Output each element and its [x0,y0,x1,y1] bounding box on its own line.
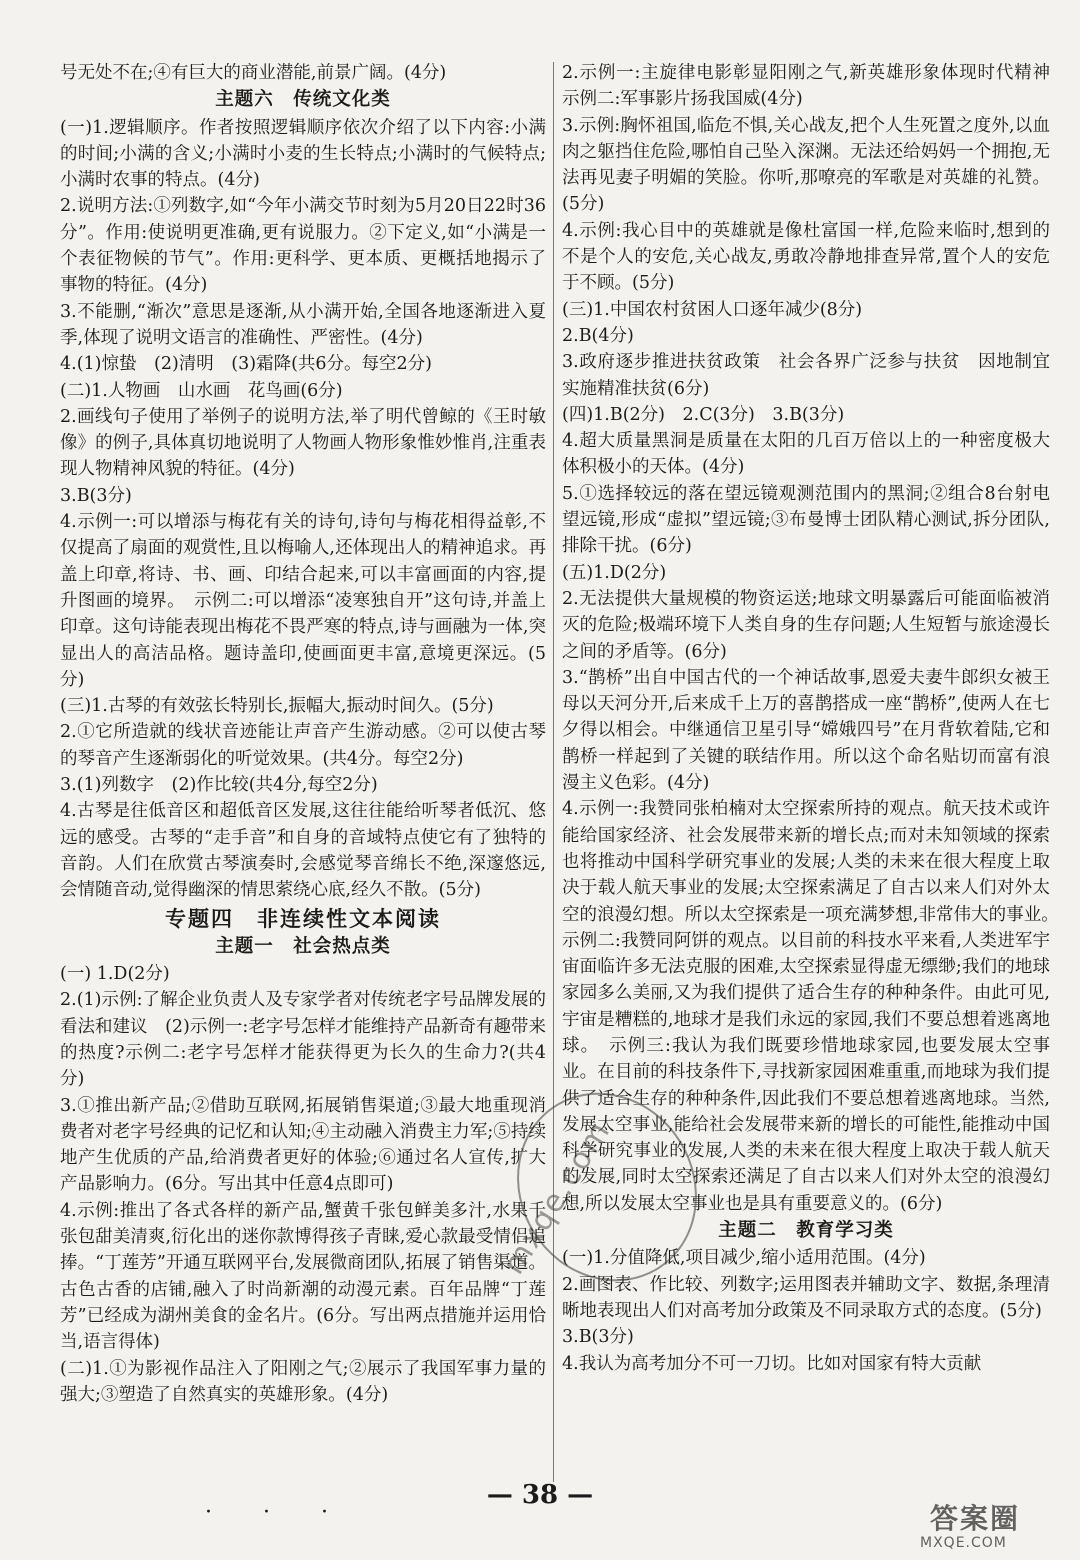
chapter-heading: 专题四 非连续性文本阅读 [165,905,441,931]
answer-paragraph: 4.示例一:可以增添与梅花有关的诗句,诗句与梅花相得益彰,不仅提高了扇面的观赏性,且以梅喻人,还体现出人的精神追求。再盖上印章,将诗、书、画、印结合起来,可以丰富画面的内容,提升图画的境界。 示例二:可以增添“凌寒独自开”这句诗,并盖上印章。这句诗能表现出梅花不畏严寒的特点,诗与画融为一体,突显出人的高洁品格。题诗盖印,使画面更丰富,意境更深远。(5分) [60,512,546,690]
answer-paragraph: 4.古琴是往低音区和超低音区发展,这往往能给听琴者低沉、悠远的感受。古琴的“走手音”和自身的音域特点使它有了独特的音韵。人们在欣赏古琴演奏时,会感觉琴音绵长不绝,深邃悠远,会情随音动,觉得幽深的情思萦绕心底,经久不散。(5分) [60,801,546,901]
answer-paragraph: (四)1.B(2分) 2.C(3分) 3.B(3分) [562,404,845,425]
answer-paragraph: (三)1.古琴的有效弦长特别长,振幅大,振动时间久。(5分) [60,696,494,717]
section-heading: 主题二 教育学习类 [718,1220,894,1242]
answer-paragraph: 2.B(4分) [562,325,634,346]
site-logo [920,1497,1070,1557]
watermark-text: mxqe.com [496,1114,619,1281]
answer-paragraph: (二)1.人物画 山水画 花鸟画(6分) [60,380,343,401]
answer-paragraph: 3.①推出新产品;②借助互联网,拓展销售渠道;③最大地重现消费者对老字号经典的记忆和认知;④主动融入消费主力军;⑤持续地产生优质的产品,给消费者更好的体验;⑥通过名人宣传,扩大产品影响力。(6分。写出其中任意4点即可) [60,1095,546,1195]
answer-paragraph: 4.(1)惊蛰 (2)清明 (3)霜降(共6分。每空2分) [60,354,432,375]
answer-paragraph: 4.示例一:我赞同张柏楠对太空探索所持的观点。航天技术或许能给国家经济、社会发展带来新的增长点;而对未知领域的探索也将推动中国科学研究事业的发展;人类的未来在很大程度上取决于载人航天事业的发展;太空探索满足了自古以来人们对外太空的浪漫幻想。所以太空探索是一项充满梦想,非常伟大的事业。 示例二:我赞同阿饼的观点。以目前的科技水平来看,人类进军宇宙面临许多无法克服的困难,太空探索显得虚无缥缈;我们的地球家园多么美丽,又为我们提供了适合生存的种种条件。由此可见,宇宙是糟糕的,地球才是我们永远的家园,我们不要总想着逃离地球。 示例三:我认为我们既要珍惜地球家园,也要发展太空事业。在目前的科技条件下,寻找新家园困难重重,而地球为我们提供了适合生存的种种条件,因此我们不要总想着逃离地球。当然,发展太空事业,能给社会发展带来新的增长的可能性,能推动中国科学研究事业的发展,人类的未来在很大程度上取决于载人航天的发展,同时太空探索还满足了自古以来人们对外太空的浪漫幻想,所以发展太空事业也是具有重要意义的。(6分) [562,799,1068,1214]
answer-paragraph: (一) 1.D(2分) [60,964,170,985]
answer-paragraph: 2.示例一:主旋律电影彰显阳刚之气,新英雄形象体现时代精神 示例二:军事影片扬我国威(4分) [562,63,1068,110]
answer-paragraph: 2.画线句子使用了举例子的说明方法,举了明代曾鲸的《王时敏像》的例子,具体真切地说明了人物画人物形象惟妙惟肖,注重表现人物精神风貌的特征。(4分) [60,406,546,480]
answer-paragraph: (五)1.D(2分) [562,562,667,583]
answer-paragraph: 3.B(3分) [562,1327,634,1348]
answer-paragraph: 2.画图表、作比较、列数字;运用图表并辅助文字、数据,条理清晰地表现出人们对高考加分政策及不同录取方式的态度。(5分) [562,1274,1050,1321]
answer-paragraph: 3.不能删,“渐次”意思是逐渐,从小满开始,全国各地逐渐进入夏季,体现了说明文语言的准确性、严密性。(4分) [60,301,546,348]
answer-paragraph: (三)1.中国农村贫困人口逐年减少(8分) [562,299,863,320]
answer-paragraph: 3.示例:胸怀祖国,临危不惧,关心战友,把个人生死置之度外,以血肉之躯挡住危险,哪怕自己坠入深渊。无法还给妈妈一个拥抱,无法再见妻子明媚的笑脸。你听,那嘹亮的军歌是对英雄的礼赞。(5分) [562,115,1050,215]
column-divider [553,62,554,1482]
left-column [60,60,546,1408]
logo-mark: 答案圈 [930,1502,1021,1535]
answer-paragraph: 4.示例:推出了各式各样的新产品,蟹黄千张包鲜美多汁,水果千张包甜美清爽,衍化出的迷你款博得孩子青睐,爱心款最受情侣追捧。“丁莲芳”开通互联网平台,发展微商团队,拓展了销售渠道。古色古香的店铺,融入了时尚新潮的动漫元素。百年品牌“丁莲芳”已经成为湖州美食的金名片。(6分。写出两点措施并运用恰当,语言得体) [60,1200,546,1353]
page-number: — 38 — [486,1480,594,1510]
answer-paragraph: 号无处不在;④有巨大的商业潜能,前景广阔。(4分) [60,63,447,83]
answer-paragraph: (一)1.逻辑顺序。作者按照逻辑顺序依次介绍了以下内容:小满的时间;小满的含义;小满时小麦的生长特点;小满时的气候特点;小满时农事的特点。(4分) [60,117,546,191]
answer-paragraph: 3.“鹊桥”出自中国古代的一个神话故事,恩爱夫妻牛郎织女被王母以天河分开,后来成千上万的喜鹊搭成一座“鹊桥”,使两人在七夕得以相会。中继通信卫星引导“嫦娥四号”在月背软着陆,它和鹊桥一样起到了关键的联结作用。所以这个命名贴切而富有浪漫主义色彩。(4分) [562,667,1050,794]
answer-paragraph: 4.我认为高考加分不可一刀切。比如对国家有特大贡献 [562,1353,982,1374]
answer-paragraph: 2.说明方法:①列数字,如“今年小满交节时刻为5月20日22时36分”。作用:使说明更准确,更有说服力。②下定义,如“小满是一个表征物候的节气”。作用:更科学、更本质、更概括地揭示了事物的特征。(4分) [60,196,546,296]
answer-paragraph: (一)1.分值降低,项目减少,缩小适用范围。(4分) [562,1248,926,1269]
section-heading: 主题六 传统文化类 [215,89,391,111]
answer-paragraph: 2.(1)示例:了解企业负责人及专家学者对传统老字号品牌发展的看法和建议 (2)示例一:老字号怎样才能维持产品新奇有趣带来的热度?示例二:老字号怎样才能获得更为长久的生命力?(共4分) [60,990,546,1090]
answer-paragraph: 3.(1)列数字 (2)作比较(共4分,每空2分) [60,775,378,796]
logo-url: MXQE.COM [920,1535,1007,1551]
section-heading: 主题一 社会热点类 [215,935,391,957]
answer-paragraph: 2.无法提供大量规模的物资运送;地球文明暴露后可能面临被消灭的危险;极端环境下人类自身的生存问题;人生短暂与旅途漫长之间的矛盾等。(6分) [562,588,1050,662]
decorative-dots: · · · [205,1500,350,1525]
answer-paragraph: 3.B(3分) [60,485,132,506]
answer-paragraph: 5.①选择较远的落在望远镜观测范围内的黑洞;②组合8台射电望远镜,形成“虚拟”望远镜;③布曼博士团队精心测试,拆分团队,排除干扰。(6分) [562,483,1050,557]
answer-paragraph: 3.政府逐步推进扶贫政策 社会各界广泛参与扶贫 因地制宜实施精准扶贫(6分) [562,352,1050,399]
answer-paragraph: (二)1.①为影视作品注入了阳刚之气;②展示了我国军事力量的强大;③塑造了自然真实的英雄形象。(4分) [60,1358,546,1405]
answer-paragraph: 2.①它所造就的线状音迹能让声音产生游动感。②可以使古琴的琴音产生逐渐弱化的听觉效果。(共4分。每空2分) [60,722,546,769]
answer-paragraph: 4.示例:我心目中的英雄就是像杜富国一样,危险来临时,想到的不是个人的安危,关心战友,勇敢冷静地排查异常,置个人的安危于不顾。(5分) [562,220,1050,294]
answer-paragraph: 4.超大质量黑洞是质量在太阳的几百万倍以上的一种密度极大体积极小的天体。(4分) [562,431,1050,478]
